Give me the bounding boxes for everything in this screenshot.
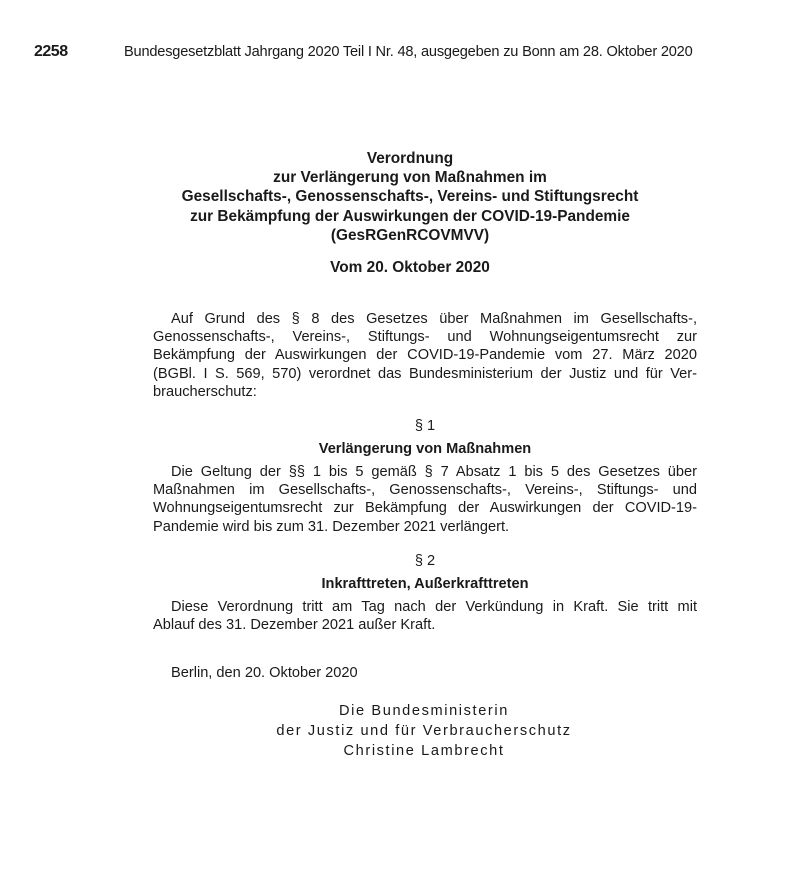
ordinance-date: Vom 20. Oktober 2020: [330, 259, 490, 276]
title-line: zur Verlängerung von Maßnahmen im: [273, 169, 547, 187]
section-2-heading: Inkrafttreten, Außerkrafttreten: [321, 576, 529, 592]
page-number: 2258: [34, 43, 68, 60]
section-line: Die Geltung der §§ 1 bis 5 gemäß § 7 Absatz 1 bis 5 des Gesetzes über: [171, 464, 697, 480]
place-date: Berlin, den 20. Oktober 2020: [171, 665, 358, 681]
section-2-body: [153, 598, 697, 634]
section-line: Ablauf des 31. Dezember 2021 außer Kraft.: [153, 617, 436, 634]
signature-name: Christine Lambrecht: [343, 743, 505, 759]
section-1-heading: Verlängerung von Maßnahmen: [318, 441, 532, 457]
title-line: Verordnung: [366, 150, 454, 167]
preamble-line: (BGBl. I S. 569, 570) verordnet das Bundesministerium der Justiz und für Ver-: [153, 365, 697, 382]
section-line: Maßnahmen im Gesellschafts-, Genossenschafts-, Vereins-, Stiftungs- und: [153, 482, 697, 499]
gazette-line: Bundesgesetzblatt Jahrgang 2020 Teil I Nr. 48, ausgegeben zu Bonn am 28. Oktober 2020: [124, 44, 693, 60]
title-line: zur Bekämpfung der Auswirkungen der COVID-19-Pandemie: [190, 207, 630, 225]
preamble-line: Auf Grund des § 8 des Gesetzes über Maßnahmen im Gesellschafts-,: [171, 311, 697, 327]
signature-line: Die Bundesministerin: [339, 703, 509, 719]
preamble-line: Genossenschafts-, Vereins-, Stiftungs- und Wohnungseigentumsrecht zur: [153, 329, 697, 346]
section-2-number: § 2: [414, 553, 436, 569]
preamble-line: Bekämpfung der Auswirkungen der COVID-19-Pandemie vom 27. März 2020: [153, 347, 697, 364]
signature-block: [150, 701, 698, 761]
ordinance-title: [150, 149, 670, 245]
section-line: Pandemie wird bis zum 31. Dezember 2021 verlängert.: [153, 518, 510, 535]
section-line: Diese Verordnung tritt am Tag nach der Verkündung in Kraft. Sie tritt mit: [171, 599, 697, 615]
section-line: Wohnungseigentumsrecht zur Bekämpfung der Auswirkungen der COVID-19-: [153, 500, 697, 517]
section-1-number: § 1: [414, 418, 436, 434]
signature-line: der Justiz und für Verbraucherschutz: [276, 723, 572, 739]
section-1-body: [153, 463, 697, 536]
preamble-line: braucherschutz:: [153, 383, 257, 400]
title-line: (GesRGenRCOVMVV): [330, 226, 490, 244]
preamble: [153, 310, 697, 401]
title-line: Gesellschafts-, Genossenschafts-, Vereins- und Stiftungsrecht: [181, 188, 639, 206]
